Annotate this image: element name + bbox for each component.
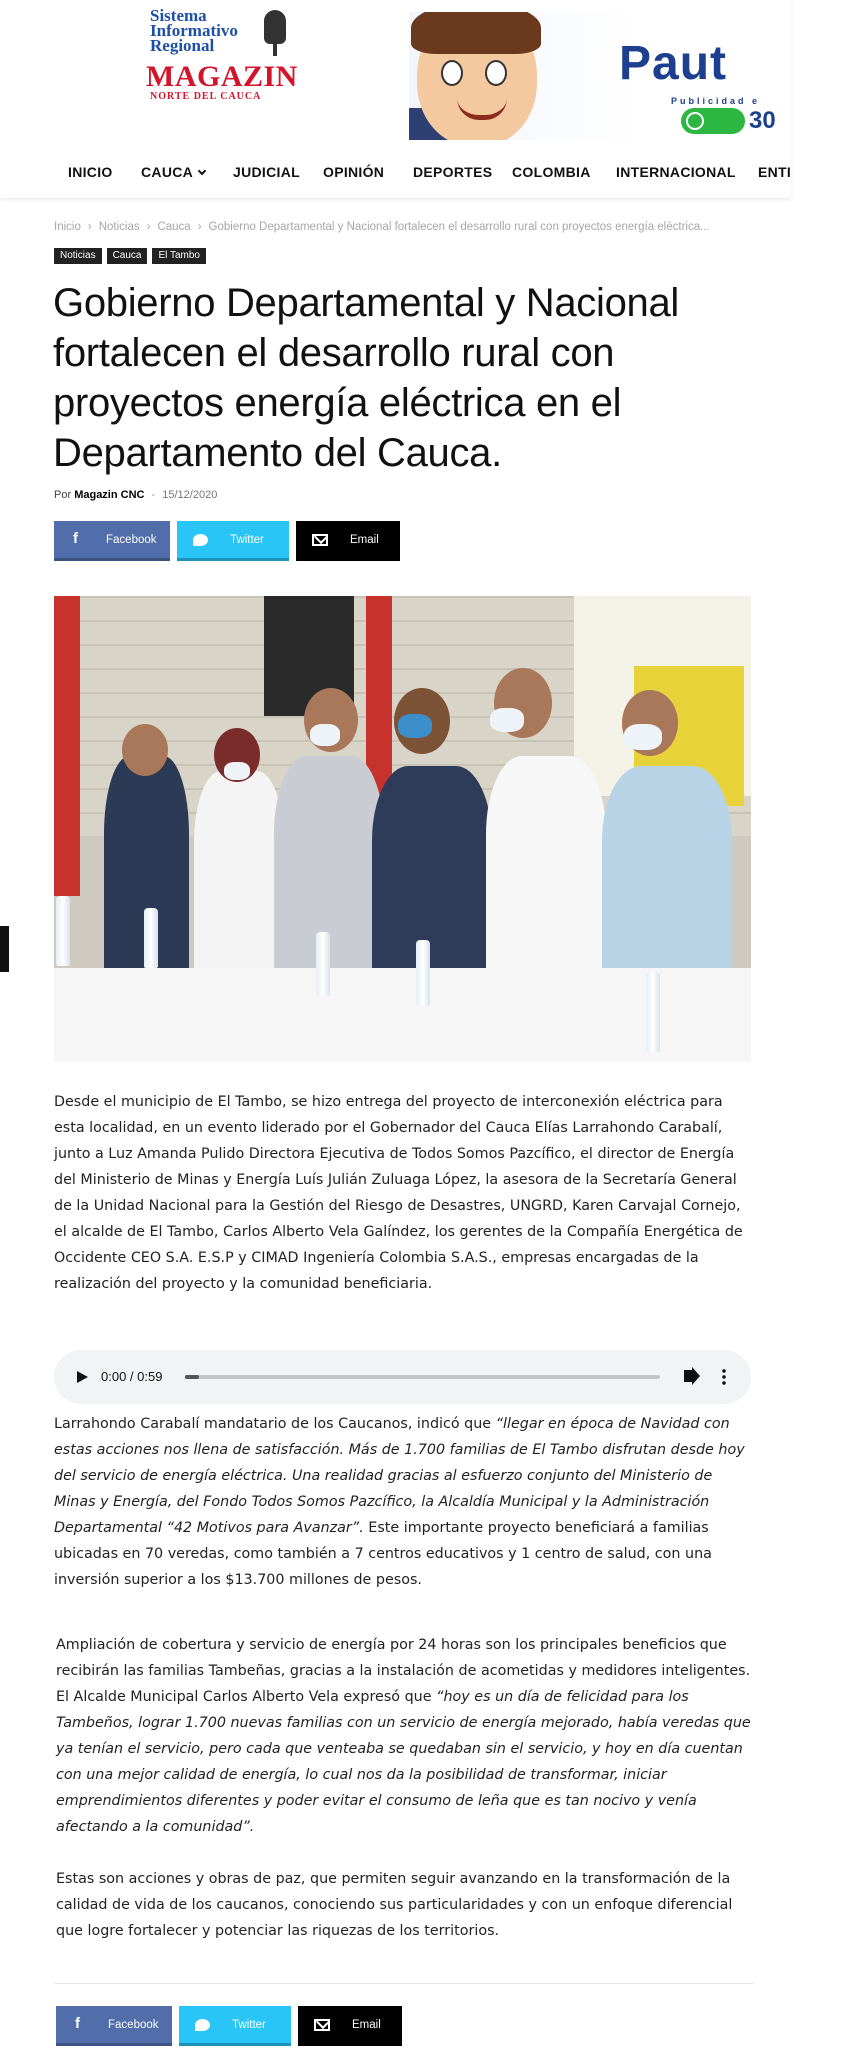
breadcrumb-home[interactable]: Inicio [54, 221, 81, 233]
side-tab[interactable] [0, 926, 9, 972]
nav-item-judicial[interactable]: JUDICIAL [233, 164, 300, 180]
article-paragraph [56, 1632, 756, 1840]
nav-item-label: CAUCA [141, 164, 194, 180]
ad-subline: Publicidad e [671, 96, 761, 106]
more-options-icon[interactable] [722, 1368, 726, 1386]
divider [54, 1983, 754, 1984]
logo-brand: MAGAZIN [146, 60, 298, 93]
photo-face-mask [624, 724, 662, 750]
chevron-down-icon [198, 167, 206, 175]
share-label: Email [350, 533, 379, 546]
nav-item-cauca[interactable] [141, 164, 205, 180]
photo-bottle [316, 932, 330, 996]
nav-item-entretenimiento[interactable]: ENTI [758, 164, 791, 180]
author-link[interactable]: Magazin CNC [74, 489, 145, 501]
audio-player [54, 1350, 751, 1404]
breadcrumb-cauca[interactable]: Cauca [157, 221, 191, 233]
facebook-share-button[interactable] [56, 2006, 172, 2046]
facebook-icon [72, 2018, 86, 2032]
photo-bottle [646, 972, 660, 1052]
paragraph-text: Este importante proyecto beneficiará a familias ubicadas en 70 veredas, como también a 7 centros educativos y 1 centro de salud, con una inversión superior a los $13.700 millones de pesos. [54, 1520, 712, 1588]
audio-time: 0:00 / 0:59 [101, 1369, 163, 1384]
photo-bottle [144, 908, 158, 968]
photo-person-head [122, 724, 168, 776]
article-paragraph: Desde el municipio de El Tambo, se hizo entrega del proyecto de interconexión eléctrica para esta localidad, en un evento liderado por el Gobernador del Cauca Elías Larrahondo Carabalí, junto a Luz Amanda Pulido Directora Ejecutiva de Todos Somos Pazcífico, el director de Energía del Ministerio de Minas y Energía Luís Julián Zuluaga López, la asesora de la Secretaría General de la Unidad Nacional para la Gestión del Riesgo de Desastres, UNGRD, Karen Carvajal Cornejo, el alcalde de El Tambo, Carlos Alberto Vela Galíndez, los gerentes de la Compañía Energética de Occidente CEO S.A. E.S.P y CIMAD Ingeniería Colombia S.A.S., empresas encargadas de la realización del proyecto y la comunidad beneficiaria. [54, 1094, 743, 1292]
photo-bottle [416, 940, 430, 1006]
share-bar-top [54, 521, 400, 561]
twitter-icon [193, 534, 208, 546]
paragraph-text: Ampliación de cobertura y servicio de energía por 24 horas son los principales beneficios que recibirán las familias Tambeñas, gracias a la instalación de acometidas y medidores inteligentes. El Alcalde Municipal Carlos Alberto Vela expresó que [56, 1637, 751, 1705]
nav-item-inicio[interactable]: INICIO [68, 164, 113, 180]
breadcrumb-separator: › [146, 221, 151, 233]
photo-bottle [56, 896, 70, 966]
facebook-icon [70, 533, 84, 547]
email-share-button[interactable] [298, 2006, 402, 2046]
share-label: Facebook [106, 533, 157, 546]
facebook-share-button[interactable] [54, 521, 170, 561]
nav-item-deportes[interactable]: DEPORTES [413, 164, 493, 180]
nav-item-internacional[interactable]: INTERNACIONAL [616, 164, 736, 180]
article-paragraph [54, 1411, 754, 1593]
email-share-button[interactable] [296, 521, 400, 561]
microphone-icon [264, 10, 286, 44]
photo-face-mask [490, 708, 524, 732]
breadcrumb-current: Gobierno Departamental y Nacional fortalecen el desarrollo rural con proyectos energía eléctrica... [208, 221, 710, 233]
whatsapp-icon [681, 108, 745, 134]
share-bar-bottom [56, 2006, 402, 2046]
volume-icon[interactable] [684, 1370, 692, 1382]
ad-figure-eye [485, 60, 507, 86]
email-icon [314, 2019, 330, 2031]
main-nav [0, 148, 791, 196]
photo-face-mask [224, 762, 250, 780]
nav-item-colombia[interactable]: COLOMBIA [512, 164, 591, 180]
logo-text: Sistema Informativo Regional [150, 6, 238, 55]
photo-face-mask [398, 714, 432, 738]
meta-separator: - [151, 489, 156, 501]
photo-face-mask [310, 724, 340, 746]
photo-red-pillar [54, 596, 80, 896]
share-label: Facebook [108, 2018, 159, 2031]
tag-cauca[interactable]: Cauca [107, 248, 148, 264]
article-title: Gobierno Departamental y Nacional fortalecen el desarrollo rural con proyectos energía eléctrica en el Departamento del Cauca. [53, 281, 679, 475]
by-label: Por [54, 489, 72, 501]
share-label: Email [352, 2018, 381, 2031]
paragraph-quote: “llegar en época de Navidad con estas acciones nos llena de satisfacción. Más de 1.700 familias de El Tambo disfrutan desde hoy del servicio de energía eléctrica. Una realidad gracias al esfuerzo conjunto del Ministerio de Minas y Energía, del Fondo Todos Somos Pazcífico, la Alcaldía Municipal y la Administración Departamental “42 Motivos para Avanzar”. [54, 1416, 745, 1536]
share-label: Twitter [232, 2018, 266, 2031]
nav-item-opinion[interactable]: OPINIÓN [323, 164, 385, 180]
article-photo [54, 596, 751, 1062]
email-icon [312, 534, 328, 546]
audio-progress [185, 1375, 199, 1379]
twitter-share-button[interactable] [179, 2006, 291, 2046]
logo-tagline: NORTE DEL CAUCA [150, 91, 262, 102]
twitter-icon [195, 2019, 210, 2031]
twitter-share-button[interactable] [177, 521, 289, 561]
ad-phone: 30 [749, 107, 776, 134]
ad-figure-eye [441, 60, 463, 86]
paragraph-text: Larrahondo Carabalí mandatario de los Caucanos, indicó que [54, 1416, 496, 1432]
site-logo[interactable] [146, 6, 302, 102]
ad-figure-hair [411, 12, 541, 54]
breadcrumb-separator: › [87, 221, 92, 233]
breadcrumb [54, 220, 774, 234]
category-tags [54, 248, 206, 264]
ad-headline: Paut [619, 37, 728, 90]
publish-date: 15/12/2020 [162, 489, 218, 501]
play-icon[interactable] [77, 1371, 88, 1383]
site-header [0, 0, 791, 198]
share-label: Twitter [230, 533, 264, 546]
article-paragraph: Estas son acciones y obras de paz, que permiten seguir avanzando en la transformación de la calidad de vida de los caucanos, conociendo sus particularidades y con un enfoque diferencial que logre fortalecer y potenciar las riquezas de los territorios. [56, 1871, 733, 1939]
paragraph-quote: “hoy es un día de felicidad para los Tambeños, lograr 1.700 nuevas familias con un servicio de energía mejorado, había veredas que ya tenían el servicio, pero cada que venteaba se quedaban sin el servicio, y hoy en día cuentan con una mejor calidad de energía, lo cual nos da la posibilidad de transformar, iniciar emprendimientos diferentes y poder evitar el consumo de leña que es tan nocivo y venía afectando a la comunidad”. [56, 1689, 751, 1835]
tag-noticias[interactable]: Noticias [54, 248, 102, 264]
tag-el-tambo[interactable]: El Tambo [152, 248, 206, 264]
breadcrumb-noticias[interactable]: Noticias [98, 221, 140, 233]
ad-banner[interactable] [409, 12, 791, 140]
article-meta [54, 488, 217, 502]
audio-seek-bar[interactable] [185, 1375, 660, 1379]
breadcrumb-separator: › [197, 221, 202, 233]
